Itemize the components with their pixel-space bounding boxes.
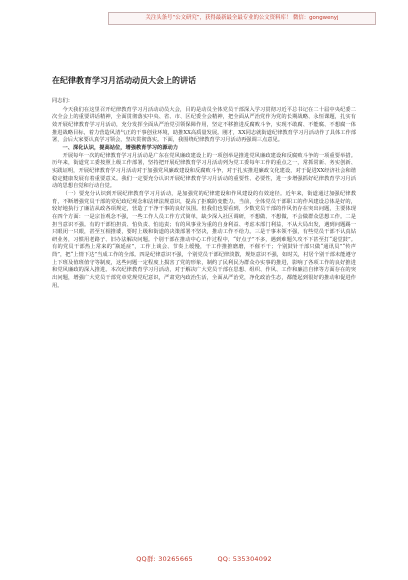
promo-banner: 关注头条号“公文研究”，获得最新最全最专业的公文资料库！ 微信：gongwenyj [108, 12, 376, 25]
paragraph-2: （一）要充分认识到开展纪律教育学习月活动，是加强党的纪律建设和作风建设的有效途径。近年来，街道通过加强纪律教育，不断增强党员干部的党纪政纪观念和法律法规意识，提高了拒腐防变能力。当前，全体党员干部职工的作风建设总体是好的，较好地执行了廉洁从政各项规定，营造了干净干事的良好氛围。但我们也要看到，少数党员干部的作风仍存在突出问题，主要体现在四个方面：一是宗旨观念不强，一些工作人员工作方式简单，缺少深入社区调研，不想做、不想做，不会做群众思想工作。二是担当意识不强。有的干部怕担责、怕负责、怕追责；有的风事业为重的自身利益、考虑本部门利益，不从大局出发，遇到问题踢一只眼闭一只眼，甚至互相推诿，要时上级和街道的决策部署不坚决，推动工作不给力。三是干事本领不强，有些党员干部不认真钻研业务，习惯用老路子、旧办法解决问题。个别干部在推动中心工作过程中，“好点子”不多，遇到难题久攻不下甚至打“退堂鼓”。有的党员干部热上常来的“瓶延症”，工作上谈会、节奏上缓慢，干工作推推磨磨，不催不干；个别鼓针干部只做“通讯员”“传声筒”，把“上情下达”当成工作的全部。四是纪律意识不强，个别党员干部纪律淡散，规矩意识不强，如时关，村居个别干部未能遵守上下班及值班值守等制度，这些问题一定程度上损害了党的形象，制约了民利民为群众办实事的推进，影响了各项工作的良好推进和党风廉政的深入推进。本次纪律教育学习月活动，对于解决广大党员干部在思想、组织、作风、工作和廉洁自律等方面存在的突出问题，增强广大党员干部党章党规党纪意识，严肃党内政治生活，全面从严治党，净化政治生态，都能起到很好的推动和促进作用。 [52, 190, 356, 289]
salutation: 同志们： [52, 98, 73, 104]
qq-contact: QQ: 535304092 [217, 555, 272, 563]
document-body [52, 98, 356, 290]
footer [0, 554, 408, 563]
section-heading: 一、深化认识，提高站位，增强教育学习的源动力 [62, 144, 178, 151]
qq-group: QQ群: 30265665 [136, 555, 193, 563]
paragraph-intro: 今天我们在这里召开纪律教育学习月活动动员大会，目的是动员全体党员干部深入学习贯彻习近平总书记在二十届中央纪委二次全会上的重要讲话精神，全面贯彻落实中央、省、市、区纪委全会精神，把全面从严治党作为党的长期战略、永恒课题，扎实有效开展纪律教育学习月活动，充分发挥全面从严治党引领保障作用，坚定不移推进反腐败斗争，实现不敢腐、不能腐、不想腐一体推进战略目标，着力营造风清气正的干事创业环境，助推XX高质量发展。刚才，XX同志就街道纪律教育学习月活动作了具体工作部署，会后大家要认真学习领会，坚决贯彻落实。下面，我围绕纪律教育学习月活动再强调三点意见。 [52, 106, 356, 144]
document-title: 在纪律教育学习月活动动员大会上的讲话 [52, 76, 196, 85]
paragraph-1: 开展每年一次的纪律教育学习月活动是广东在党风廉政建设上的一项创举是推进党风廉政建设和反腐败斗争的一项重要举措。历年来，街道党工委按照上级工作部署，坚持把开展纪律教育学习月活动列为党工委每年工作的重点之一，常抓常新、务实创新、实践证明，开展纪律教育学习月活动对于加强党风廉政建设和反腐败斗争，对于扎实推进廉政文化建设，对于促进XX经济社会和谐稳定健康发展有着重要意义。我们一定要充分认识开展纪律教育学习月活动的重要性、必要性，进一步增强抓好纪律教育学习月活动的思想自觉和行动自觉。 [52, 152, 356, 190]
